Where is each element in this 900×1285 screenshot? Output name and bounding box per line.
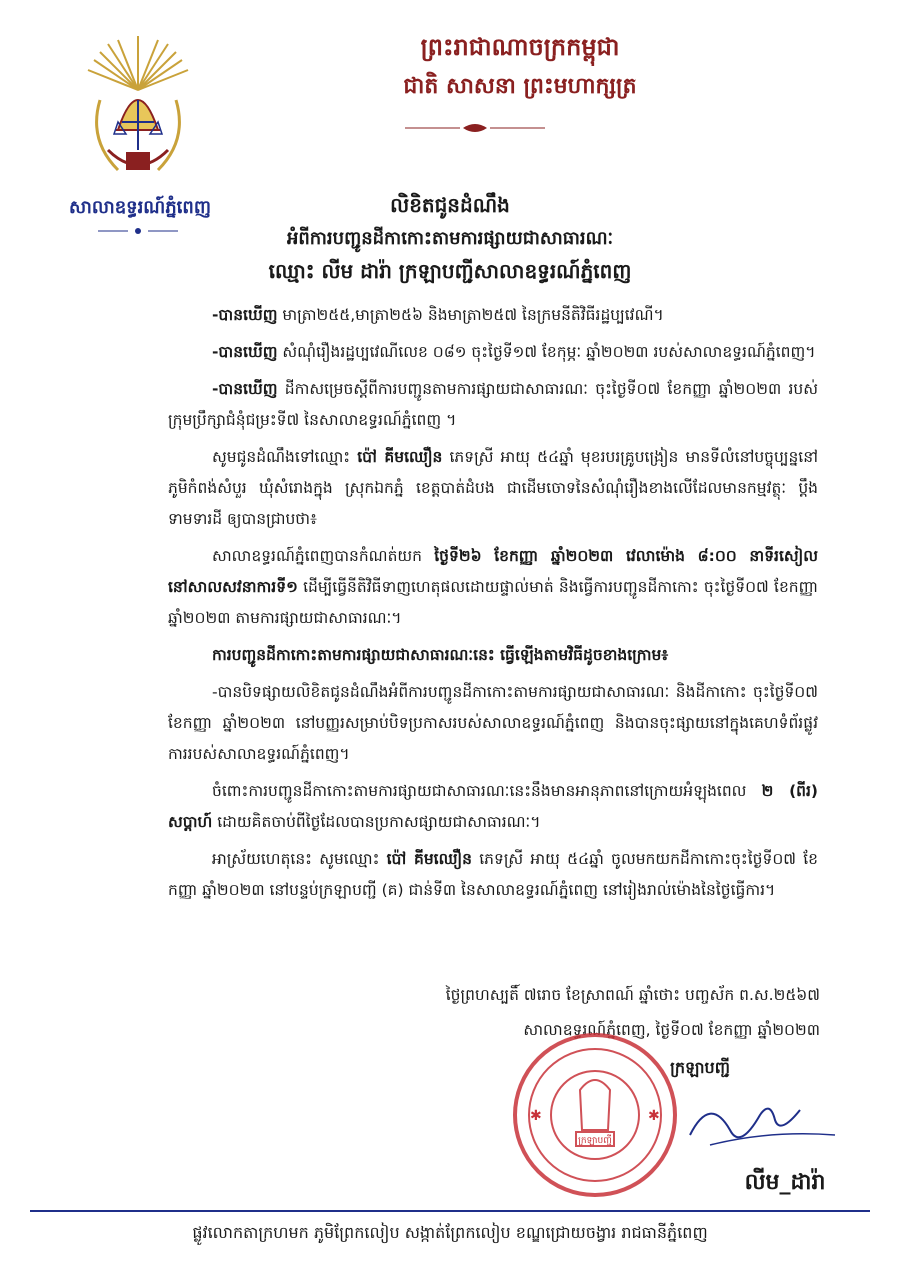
seen-label: -បានឃើញ: [212, 343, 278, 361]
signer-title: ក្រឡាបញ្ជី: [670, 1058, 730, 1077]
paragraph-text: ចំពោះការបញ្ជូនដីកាកោះតាមការផ្សាយជាសាធារណៈនេះនឹងមានអានុភាពនៅក្រោយអំឡុងពេល: [212, 782, 762, 800]
court-emblem-icon: [78, 30, 198, 190]
footer-divider: [30, 1210, 870, 1212]
paragraph-text: ដីកាសម្រេចស្តីពីការបញ្ជូនតាមការផ្សាយជាសាធារណៈ ចុះថ្ងៃទី០៧ ខែកញ្ញា ឆ្នាំ២០២៣ របស់ក្រុមប្រឹក្សាជំនុំជម្រះទី៧ នៃសាលាឧទ្ធរណ៍ភ្នំពេញ ។: [168, 380, 818, 429]
svg-text:✱: ✱: [530, 1108, 542, 1124]
paragraph-text: ដោយគិតចាប់ពីថ្ងៃដែលបានប្រកាសផ្សាយជាសាធារណៈ។: [212, 813, 541, 831]
paragraph-seen-order: [168, 374, 818, 436]
footer-address: ផ្លូវលោកតាក្រហមក ភូមិព្រែកលៀប សង្កាត់ព្រែកលៀប ខណ្ឌជ្រោយចង្វារ រាជធានីភ្នំពេញ: [192, 1223, 708, 1242]
party-name: ប៉ៅ គីមឈឿន: [357, 448, 443, 466]
document-title: លិខិតជូនដំណឹង: [390, 193, 510, 217]
document-subject: អំពីការបញ្ជូនដីកាកោះតាមការផ្សាយជាសាធារណៈ: [286, 228, 614, 249]
section-heading: ការបញ្ជូនដីកាកោះតាមការផ្សាយជាសាធារណៈនេះ ធ្វើឡើងតាមវិធីដូចខាងក្រោម៖: [212, 646, 669, 664]
official-seal-icon: [510, 1030, 680, 1200]
paragraph-seen-articles: [168, 300, 818, 331]
seen-label: -បានឃើញ: [212, 380, 278, 398]
paragraph-seen-case: [168, 337, 818, 368]
paragraph-text: ភេទស្រី អាយុ ៥៤ឆ្នាំ មុខរបរគ្រូបង្រៀន មានទីលំនៅបច្ចុប្បន្ននៅភូមិកំពង់សំបួរ ឃុំសំរោងក្នុង ស្រុកឯកភ្នំ ខេត្តបាត់ដំបង ជាដើមចោទនៃសំណុំរឿងខាងលើដែលមានកម្មវត្ថុៈ ប្តឹងទាមទារដី ឲ្យបានជ្រាបថា៖: [168, 448, 818, 528]
seen-label: -បានឃើញ: [212, 306, 278, 324]
paragraph-posting: -បានបិទផ្សាយលិខិតជូនដំណឹងអំពីការបញ្ជូនដីកាកោះតាមការផ្សាយជាសាធារណៈ និងដីកាកោះ ចុះថ្ងៃទី០៧ ខែកញ្ញា ឆ្នាំ២០២៣ នៅបញ្ញរសម្រាប់បិទប្រកាសរបស់សាលាឧទ្ធរណ៍ភ្នំពេញ និងបានចុះផ្សាយនៅក្នុងគេហទំព័រផ្លូវការរបស់សាលាឧទ្ធរណ៍ភ្នំពេញ។: [168, 683, 818, 763]
handwritten-signature-icon: [680, 1075, 840, 1165]
kingdom-heading: ព្រះរាជាណាចក្រកម្ពុជា: [420, 33, 620, 61]
paragraph-effect: [168, 776, 818, 838]
document-body: [168, 300, 818, 912]
solar-date: សាលាឧទ្ធរណ៍ភ្នំពេញ, ថ្ងៃទី០៧ ខែកញ្ញា ឆ្នាំ២០២៣: [523, 1021, 820, 1039]
paragraph-text: មាត្រា២៥៥,មាត្រា២៥៦ និងមាត្រា២៥៧ នៃក្រមនីតិវិធីរដ្ឋប្បវេណី។: [277, 306, 664, 324]
paragraph-hearing: [168, 541, 818, 634]
paragraph-text: អាស្រ័យហេតុនេះ សូមឈ្មោះ: [212, 850, 387, 868]
paragraph-request: [168, 844, 818, 906]
lunar-date: ថ្ងៃព្រហស្បតិ៍ ៧រោច ខែស្រាពណ៍ ឆ្នាំថោះ បញ្ចស័ក ព.ស.២៥៦៧: [445, 986, 820, 1004]
document-subject-name: ឈ្មោះ លីម ដារ៉ា ក្រឡាបញ្ជីសាលាឧទ្ធរណ៍ភ្នំពេញ: [268, 259, 632, 283]
margin-mark: [882, 350, 894, 380]
paragraph-text: សូមជូនដំណឹងទៅឈ្មោះ: [212, 448, 358, 466]
paragraph-notice: [168, 442, 818, 535]
seal-label: ក្រឡាបញ្ជី: [578, 1136, 612, 1146]
paragraph-text: ភេទស្រី អាយុ ៥៤ឆ្នាំ ចូលមកយកដីកាកោះចុះថ្ងៃទី០៧ ខែកញ្ញា ឆ្នាំ២០២៣ នៅបន្ទប់ក្រឡាបញ្ជី (គ) ជាន់ទី៣ នៃសាលាឧទ្ធរណ៍ភ្នំពេញ នៅរៀងរាល់ម៉ោងនៃថ្ងៃធ្វើការ។: [168, 850, 818, 899]
national-motto: ជាតិ សាសនា ព្រះមហាក្សត្រ: [403, 74, 637, 99]
effect-period: ២ (ពីរ) សប្តាហ៍: [168, 782, 818, 831]
hearing-date: ថ្ងៃទី២៦ ខែកញ្ញា ឆ្នាំ២០២៣ វេលាម៉ោង ៨:០០ នាទីរសៀល នៅសាលសវនាការទី១: [168, 547, 819, 596]
paragraph-text: សំណុំរឿងរដ្ឋប្បវេណីលេខ ០៨១ ចុះថ្ងៃទី១៧ ខែកុម្ភៈ ឆ្នាំ២០២៣ របស់សាលាឧទ្ធរណ៍ភ្នំពេញ។: [277, 343, 816, 361]
party-name: ប៉ៅ គីមឈឿន: [386, 850, 472, 868]
court-name: សាលាឧទ្ធរណ៍ភ្នំពេញ: [69, 197, 211, 218]
paragraph-text: ដើម្បីធ្វើនីតិវិធីទាញហេតុផលដោយផ្ទាល់មាត់ និងធ្វើការបញ្ជូនដីកាកោះ ចុះថ្ងៃទី០៧ ខែកញ្ញា ឆ្នាំ២០២៣ តាមការផ្សាយជាសាធារណៈ។: [168, 578, 818, 627]
ornament-divider-icon: [405, 120, 545, 136]
svg-text:✱: ✱: [648, 1108, 660, 1124]
signer-name: លីម_ដារ៉ា: [744, 1170, 826, 1195]
paragraph-text: សាលាឧទ្ធរណ៍ភ្នំពេញបានកំណត់យក: [212, 547, 435, 565]
